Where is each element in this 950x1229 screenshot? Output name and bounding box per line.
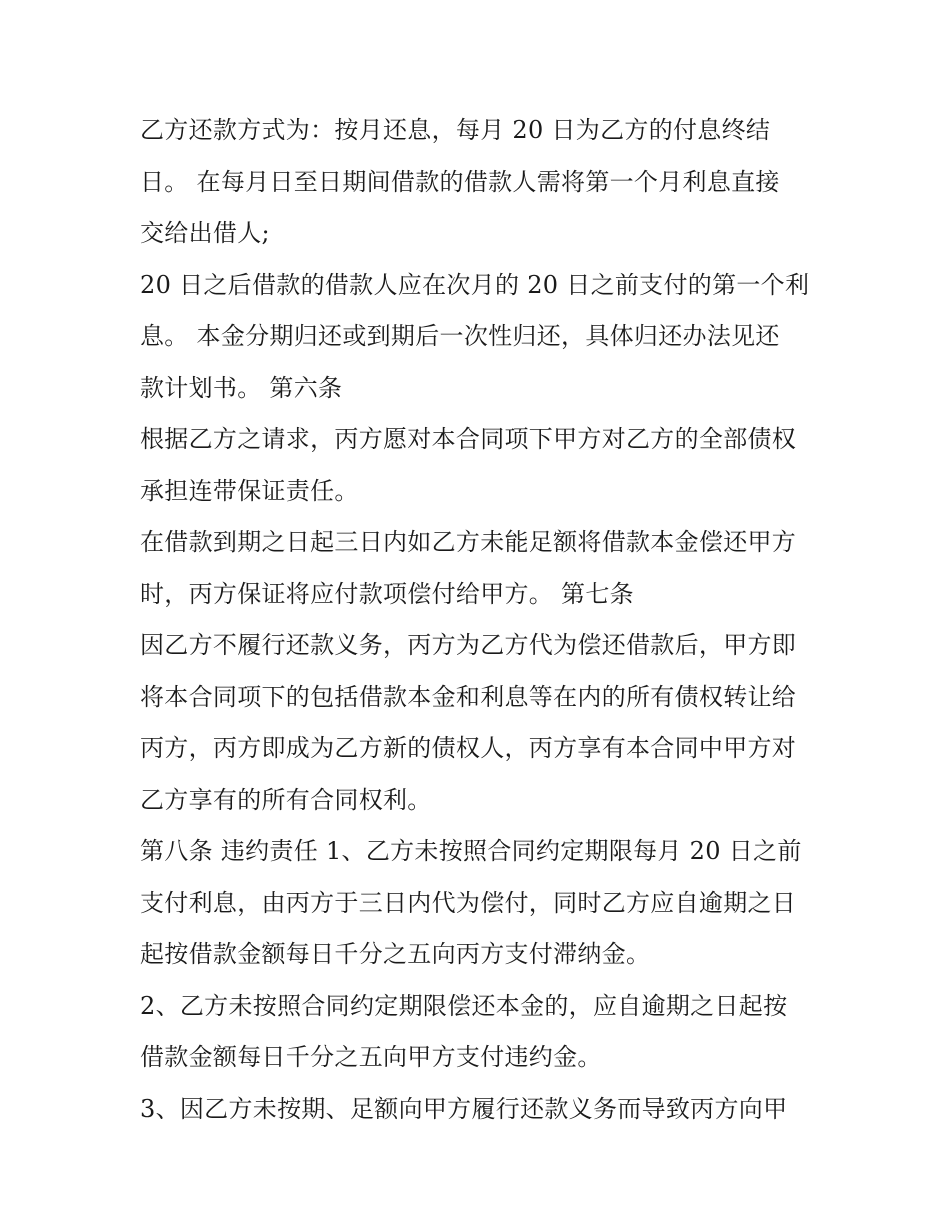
text-line: 根据乙方之请求，丙方愿对本合同项下甲方对乙方的全部债权	[140, 425, 797, 453]
text-line: 2、乙方未按照合同约定期限偿还本金的，应自逾期之日起按	[140, 991, 788, 1020]
text-line: 乙方还款方式为：按月还息，每月 20 日为乙方的付息终结	[140, 116, 771, 144]
text-line: 20 日之后借款的借款人应在次月的 20 日之前支付的第一个利	[140, 270, 810, 299]
text-line: 在借款到期之日起三日内如乙方未能足额将借款本金偿还甲方	[140, 528, 797, 556]
text-line: 承担连带保证责任。	[140, 476, 359, 505]
text-line: 起按借款金额每日千分之五向丙方支付滞纳金。	[140, 940, 651, 968]
text-line: 丙方，丙方即成为乙方新的债权人，丙方享有本合同中甲方对	[140, 734, 797, 762]
text-line: 第八条 违约责任 1、乙方未按照合同约定期限每月 20 日之前	[140, 837, 802, 865]
text-line: 款计划书。 第六条	[140, 373, 343, 402]
text-line: 乙方享有的所有合同权利。	[140, 785, 432, 814]
text-line: 3、因乙方未按期、足额向甲方履行还款义务而导致丙方向甲	[140, 1094, 788, 1123]
text-line: 将本合同项下的包括借款本金和利息等在内的所有债权转让给	[140, 682, 797, 711]
text-line: 支付利息，由丙方于三日内代为偿付，同时乙方应自逾期之日	[140, 888, 797, 917]
contract-text	[140, 108, 830, 1138]
text-line: 借款金额每日千分之五向甲方支付违约金。	[140, 1043, 602, 1071]
text-line: 因乙方不履行还款义务，丙方为乙方代为偿还借款后，甲方即	[140, 631, 797, 659]
text-line: 时，丙方保证将应付款项偿付给甲方。 第七条	[140, 579, 634, 608]
text-line: 息。 本金分期归还或到期后一次性归还，具体归还办法见还	[140, 322, 780, 350]
text-line: 日。 在每月日至日期间借款的借款人需将第一个月利息直接	[140, 167, 780, 196]
text-line: 交给出借人;	[140, 219, 270, 247]
